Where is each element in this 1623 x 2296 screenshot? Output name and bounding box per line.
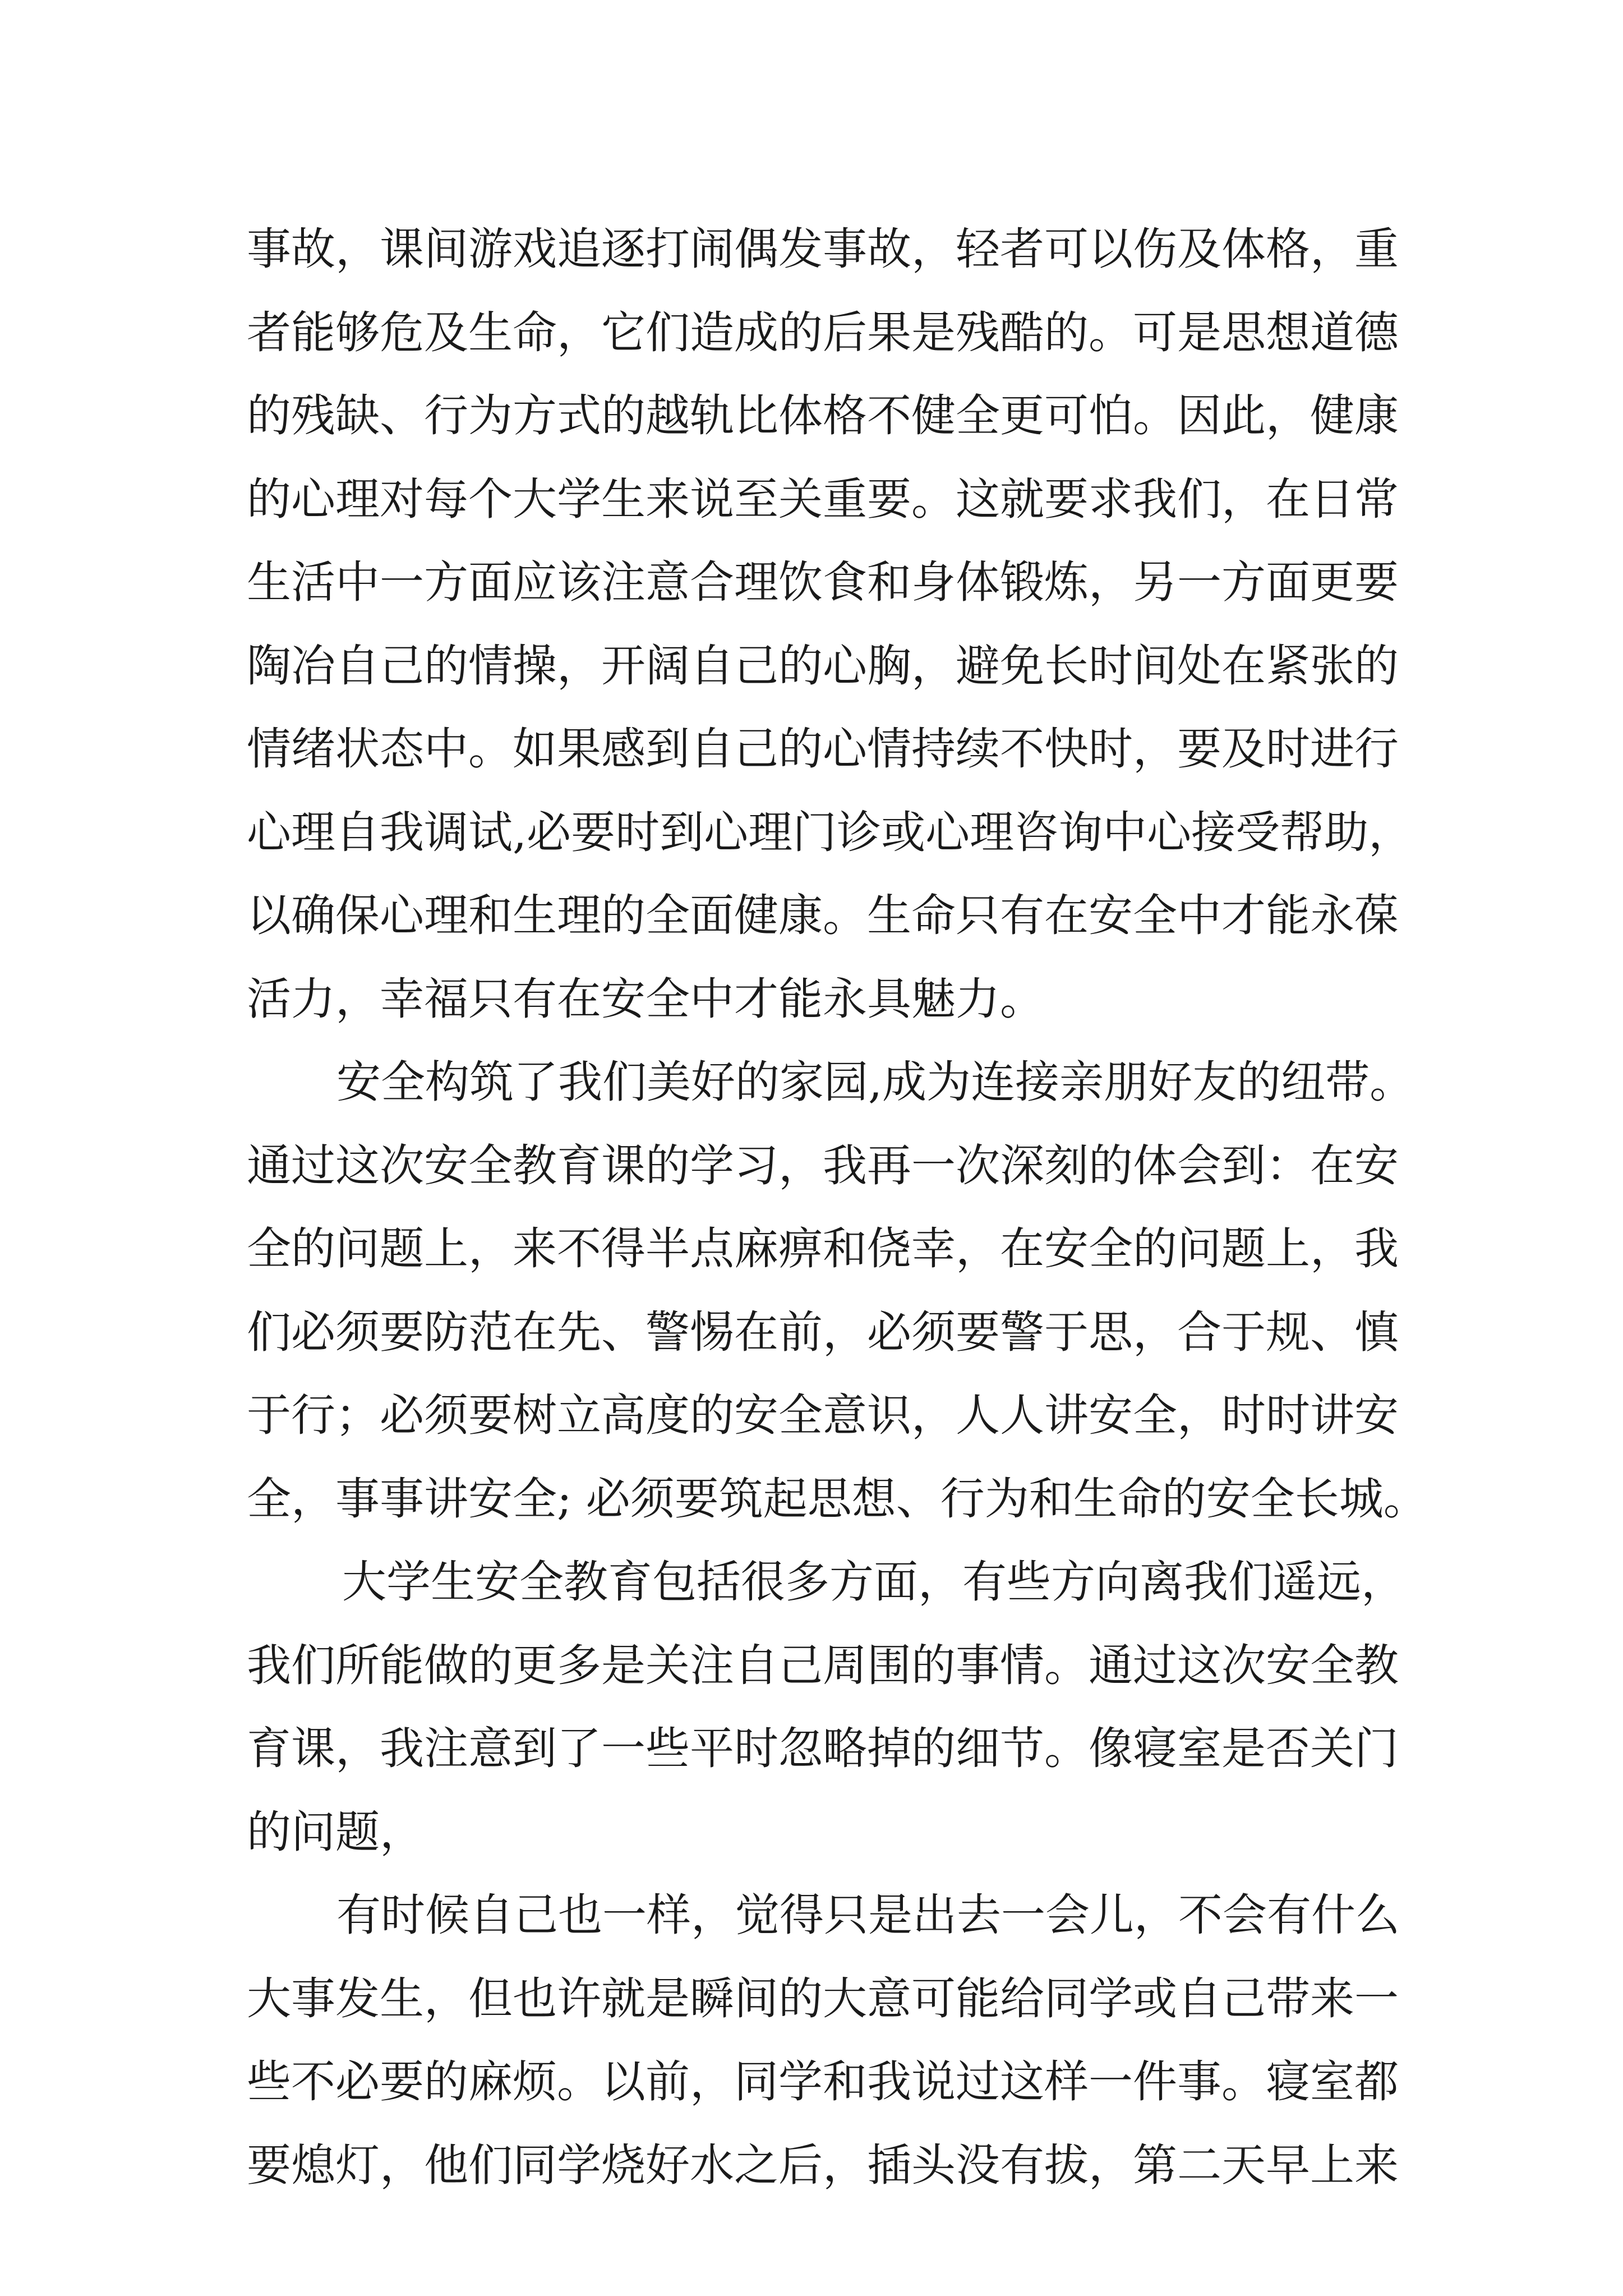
paragraph-2 — [247, 1041, 1428, 1540]
paragraph-4 — [247, 1874, 1400, 2207]
text-line: 全，事事讲安全; 必须要筑起思想、行为和生命的安全长城。 — [247, 1473, 1428, 1525]
text-line: 的残缺、行为方式的越轨比体格不健全更可怕。因此，健康 — [247, 390, 1399, 441]
body-text — [247, 208, 1428, 2207]
text-line: 要熄灯，他们同学烧好水之后，插头没有拔，第二天早上来 — [247, 2139, 1399, 2191]
text-line: 大学生安全教育包括很多方面，有些方向离我们遥远， — [342, 1556, 1405, 1608]
text-line: 情绪状态中。如果感到自己的心情持续不快时，要及时进行 — [247, 723, 1399, 775]
text-line: 些不必要的麻烦。以前，同学和我说过这样一件事。寝室都 — [247, 2056, 1399, 2108]
text-line: 全的问题上，来不得半点麻痹和侥幸，在安全的问题上，我 — [247, 1223, 1399, 1274]
text-line: 于行；必须要树立高度的安全意识，人人讲安全，时时讲安 — [247, 1389, 1399, 1441]
text-line: 有时候自己也一样，觉得只是出去一会儿，不会有什么 — [336, 1889, 1400, 1941]
text-line: 我们所能做的更多是关注自己周围的事情。通过这次安全教 — [247, 1639, 1399, 1691]
text-line: 心理自我调试,必要时到心理门诊或心理咨询中心接受帮助， — [247, 806, 1413, 858]
text-line: 事故，课间游戏追逐打闹偶发事故，轻者可以伤及体格，重 — [247, 223, 1399, 275]
text-line: 通过这次安全教育课的学习，我再一次深刻的体会到：在安 — [247, 1139, 1399, 1191]
text-line: 们必须要防范在先、警惕在前，必须要警于思，合于规、慎 — [247, 1306, 1399, 1358]
paragraph-3 — [247, 1540, 1405, 1874]
text-line: 以确保心理和生理的全面健康。生命只有在安全中才能永葆 — [247, 890, 1399, 941]
paragraph-1 — [247, 208, 1413, 1041]
text-line: 育课，我注意到了一些平时忽略掉的细节。像寝室是否关门 — [247, 1723, 1399, 1774]
text-line: 的心理对每个大学生来说至关重要。这就要求我们，在日常 — [247, 473, 1399, 525]
text-line: 陶冶自己的情操，开阔自己的心胸，避免长时间处在紧张的 — [247, 639, 1399, 692]
text-line: 安全构筑了我们美好的家园,成为连接亲朋好友的纽带。 — [336, 1056, 1414, 1108]
text-line: 者能够危及生命，它们造成的后果是残酷的。可是思想道德 — [247, 306, 1399, 358]
text-line: 的问题， — [247, 1806, 424, 1858]
text-line: 生活中一方面应该注意合理饮食和身体锻炼，另一方面更要 — [247, 556, 1399, 608]
text-line: 大事发生，但也许就是瞬间的大意可能给同学或自己带来一 — [247, 1972, 1399, 2024]
text-line: 活力，幸福只有在安全中才能永具魅力。 — [247, 973, 1044, 1025]
